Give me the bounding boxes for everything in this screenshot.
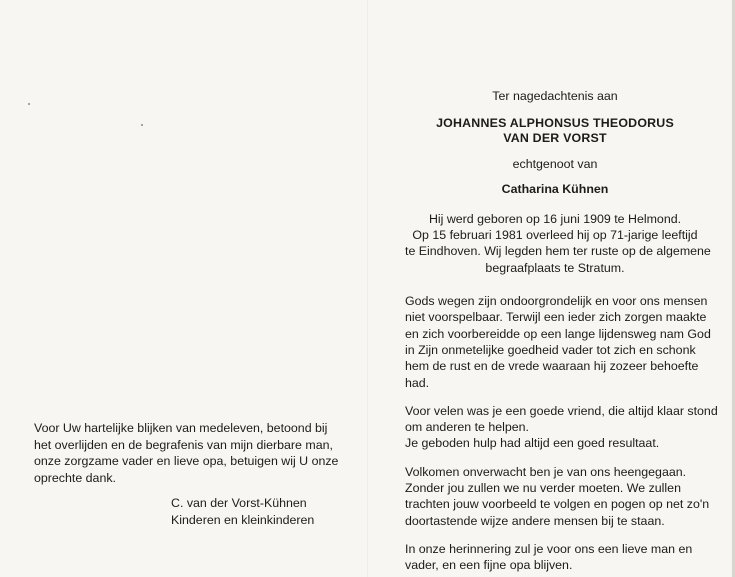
deceased-name-line1: JOHANNES ALPHONSUS THEODORUS xyxy=(436,116,674,131)
life-line: te Eindhoven. Wij legden hem ter ruste op de algemene xyxy=(405,244,711,259)
thanks-line: onze zorgzame vader en lieve opa, betuigen wij U onze xyxy=(34,454,339,468)
paragraph-onverwacht xyxy=(405,464,710,529)
text-line: hem de rust en de vrede waaraan hij zozeer behoefte xyxy=(405,359,699,374)
life-line: Hij werd geboren op 16 juni 1909 te Helmond. xyxy=(428,211,682,226)
thanks-line: oprechte dank. xyxy=(34,470,116,485)
signature-family: Kinderen en kleinkinderen xyxy=(171,513,315,527)
signature-widow: C. van der Vorst-Kühnen xyxy=(171,496,307,510)
spouse-name: Catharina Kühnen xyxy=(501,181,609,196)
thanks-message xyxy=(34,420,354,486)
deceased-name xyxy=(405,116,705,146)
life-dates xyxy=(405,211,711,276)
paragraph-goede-vriend xyxy=(405,403,718,452)
paper-speck xyxy=(28,103,30,105)
text-line: vader, en een fijne opa blijven. xyxy=(405,558,573,573)
paragraph-gods-wegen xyxy=(405,293,711,391)
text-line: om anderen te helpen. xyxy=(405,420,529,435)
spouse-label: echtgenoot van xyxy=(512,157,598,172)
intro-text: Ter nagedachtenis aan xyxy=(492,89,618,103)
text-line: In onze herinnering zul je voor ons een lieve man en xyxy=(405,541,693,556)
text-line: en zich voorbereidde op een lange lijdensweg nam God xyxy=(405,326,711,341)
text-line: niet voorspelbaar. Terwijl een ieder zich zorgen maakte xyxy=(405,310,707,325)
life-line: Op 15 februari 1981 overleed hij op 71-jarige leeftijd xyxy=(412,228,698,243)
text-line: Je geboden hulp had altijd een goed resultaat. xyxy=(405,436,660,451)
text-line: doortastende wijze andere mensen bij te staan. xyxy=(405,513,665,528)
text-line: Zonder jou zullen we nu verder moeten. We zullen xyxy=(405,481,681,496)
paragraph-herinnering xyxy=(405,541,705,574)
text-line: Gods wegen zijn ondoorgrondelijk en voor ons mensen xyxy=(405,294,708,309)
signature-block xyxy=(171,495,314,529)
thanks-line: Voor Uw hartelijke blijken van medeleven, betoond bij xyxy=(34,421,328,435)
thanks-line: het overlijden en de begrafenis van mijn dierbare man, xyxy=(34,437,333,452)
card-fold xyxy=(367,0,368,577)
text-line: Voor velen was je een goede vriend, die altijd klaar stond xyxy=(405,403,718,418)
in-memoriam-page xyxy=(405,88,718,574)
deceased-name-line2: VAN DER VORST xyxy=(503,131,607,146)
text-line: had. xyxy=(405,375,430,390)
text-line: Volkomen onverwacht ben je van ons heengegaan. xyxy=(405,464,687,479)
text-line: in Zijn onmetelijke goedheid vader tot zich en schonk xyxy=(405,342,696,357)
text-line: trachten jouw voorbeeld te volgen en pogen op net zo'n xyxy=(405,497,710,512)
paper-speck xyxy=(141,124,143,126)
life-line: begraafplaats te Stratum. xyxy=(485,260,625,275)
